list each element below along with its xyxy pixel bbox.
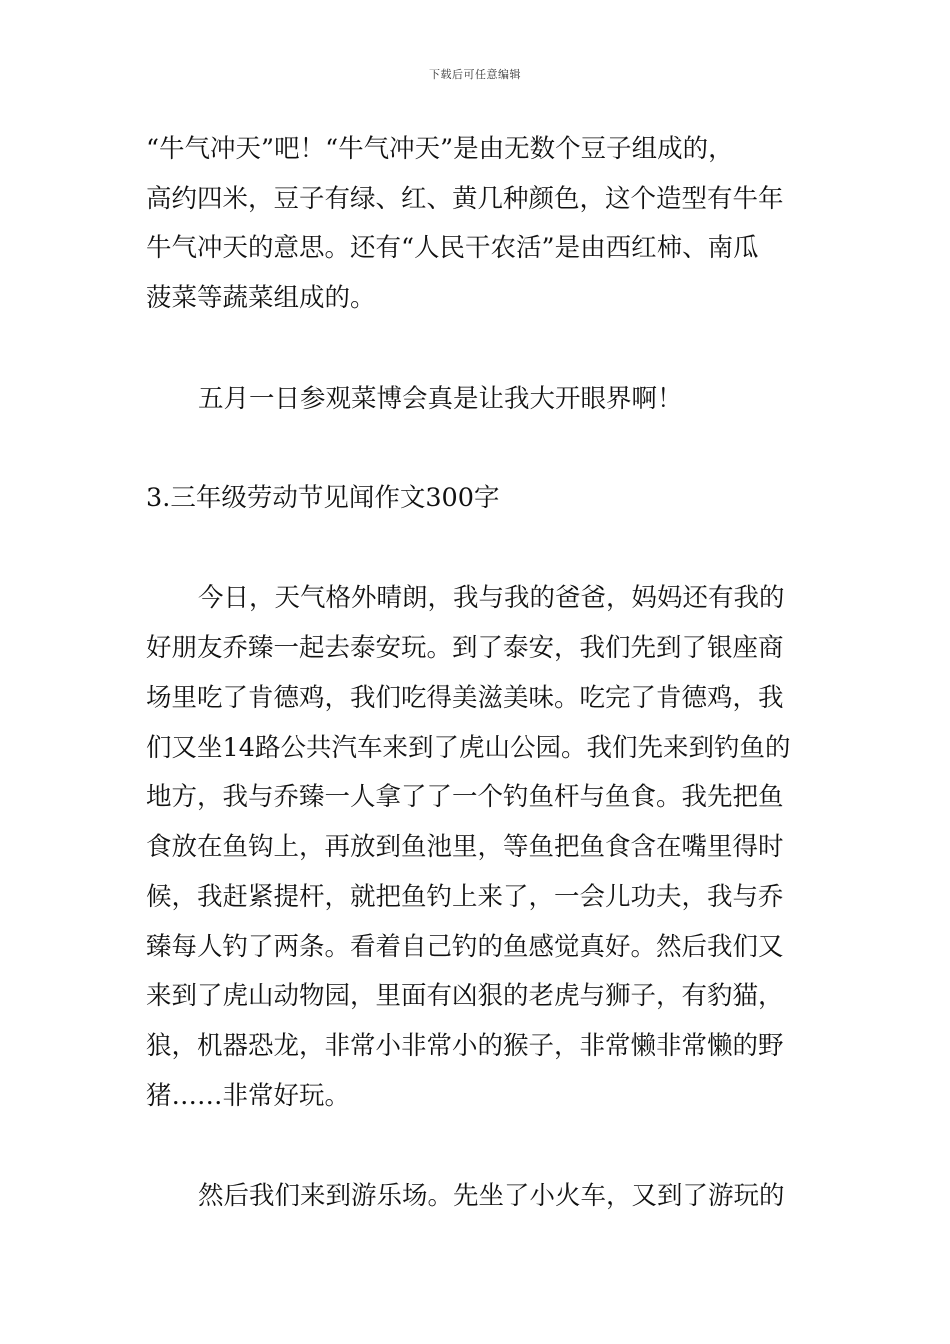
text-line: 好朋友乔臻一起去泰安玩。到了泰安，我们先到了银座商	[146, 633, 784, 663]
section-heading: 3.三年级劳动节见闻作文300字	[146, 483, 500, 513]
text-line: 高约四米，豆子有绿、红、黄几种颜色，这个造型有牛年	[146, 184, 784, 214]
text-line: 来到了虎山动物园，里面有凶狠的老虎与狮子，有豹猫，	[146, 981, 784, 1011]
text-line: 场里吃了肯德鸡，我们吃得美滋美味。吃完了肯德鸡，我	[146, 683, 784, 713]
text-line: 候，我赶紧提杆，就把鱼钓上来了，一会儿功夫，我与乔	[146, 882, 784, 912]
text-line: 狼，机器恐龙，非常小非常小的猴子，非常懒非常懒的野	[146, 1031, 784, 1061]
page-header: 下载后可任意编辑	[429, 68, 521, 81]
text-line: 臻每人钓了两条。看着自己钓的鱼感觉真好。然后我们又	[146, 932, 784, 962]
text-line: “牛气冲天”吧！“牛气冲天”是由无数个豆子组成的，	[146, 134, 734, 164]
text-line: 五月一日参观菜博会真是让我大开眼界啊！	[198, 384, 683, 414]
text-line: 们又坐14路公共汽车来到了虎山公园。我们先来到钓鱼的	[146, 733, 791, 763]
text-line: 菠菜等蔬菜组成的。	[146, 283, 376, 313]
text-line: 猪……非常好玩。	[146, 1081, 351, 1111]
text-line: 食放在鱼钩上，再放到鱼池里，等鱼把鱼食含在嘴里得时	[146, 832, 784, 862]
text-line: 然后我们来到游乐场。先坐了小火车，又到了游玩的	[198, 1181, 785, 1211]
text-line: 牛气冲天的意思。还有“人民干农活”是由西红柿、南瓜	[146, 233, 759, 263]
text-line: 地方，我与乔臻一人拿了了一个钓鱼杆与鱼食。我先把鱼	[146, 782, 784, 812]
text-line: 今日，天气格外晴朗，我与我的爸爸，妈妈还有我的	[198, 583, 785, 613]
